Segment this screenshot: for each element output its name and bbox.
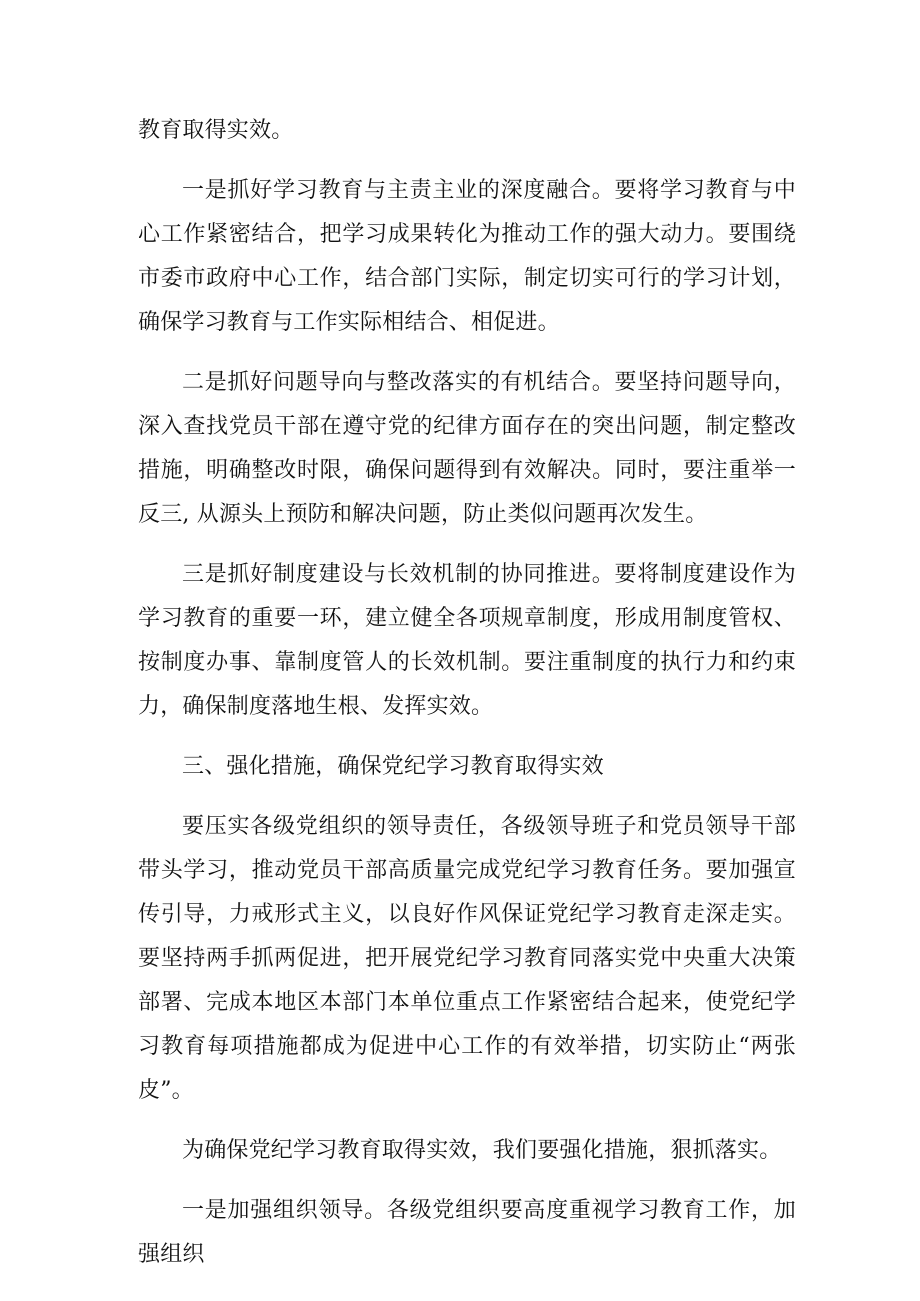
paragraph-item-1: 一是抓好学习教育与主责主业的深度融合。要将学习教育与中心工作紧密结合，把学习成果转化为推动工作的强大动力。要围绕市委市政府中心工作，结合部门实际，制定切实可行的学习计划，确保学习教育与工作实际相结合、相促进。 xyxy=(138,178,796,335)
paragraph-section-body: 要压实各级党组织的领导责任，各级领导班子和党员领导干部带头学习，推动党员干部高质量完成党纪学习教育任务。要加强宣传引导，力戒形式主义，以良好作风保证党纪学习教育走深走实。要坚持两手抓两促进，把开展党纪学习教育同落实党中央重大决策部署、完成本地区本部门本单位重点工作紧密结合起来，使党纪学习教育每项措施都成为促进中心工作的有效举措，切实防止“两张皮”。 xyxy=(138,814,796,1103)
paragraph-item-3: 三是抓好制度建设与长效机制的协同推进。要将制度建设作为学习教育的重要一环，建立健全各项规章制度，形成用制度管权、按制度办事、靠制度管人的长效机制。要注重制度的执行力和约束力，确保制度落地生根、发挥实效。 xyxy=(138,562,796,719)
paragraph-item-2: 二是抓好问题导向与整改落实的有机结合。要坚持问题导向，深入查找党员干部在遵守党的纪律方面存在的突出问题，制定整改措施，明确整改时限，确保问题得到有效解决。同时，要注重举一反三, 从源头上预防和解决问题，防止类似问题再次发生。 xyxy=(138,370,796,527)
paragraph-section-summary: 为确保党纪学习教育取得实效，我们要强化措施，狠抓落实。 xyxy=(182,1138,782,1163)
document-body xyxy=(138,109,796,1293)
section-heading: 三、强化措施，确保党纪学习教育取得实效 xyxy=(182,754,604,779)
paragraph-item-4: 一是加强组织领导。各级党组织要高度重视学习教育工作，加强组织 xyxy=(138,1198,796,1267)
paragraph-continuation: 教育取得实效。 xyxy=(138,118,294,143)
